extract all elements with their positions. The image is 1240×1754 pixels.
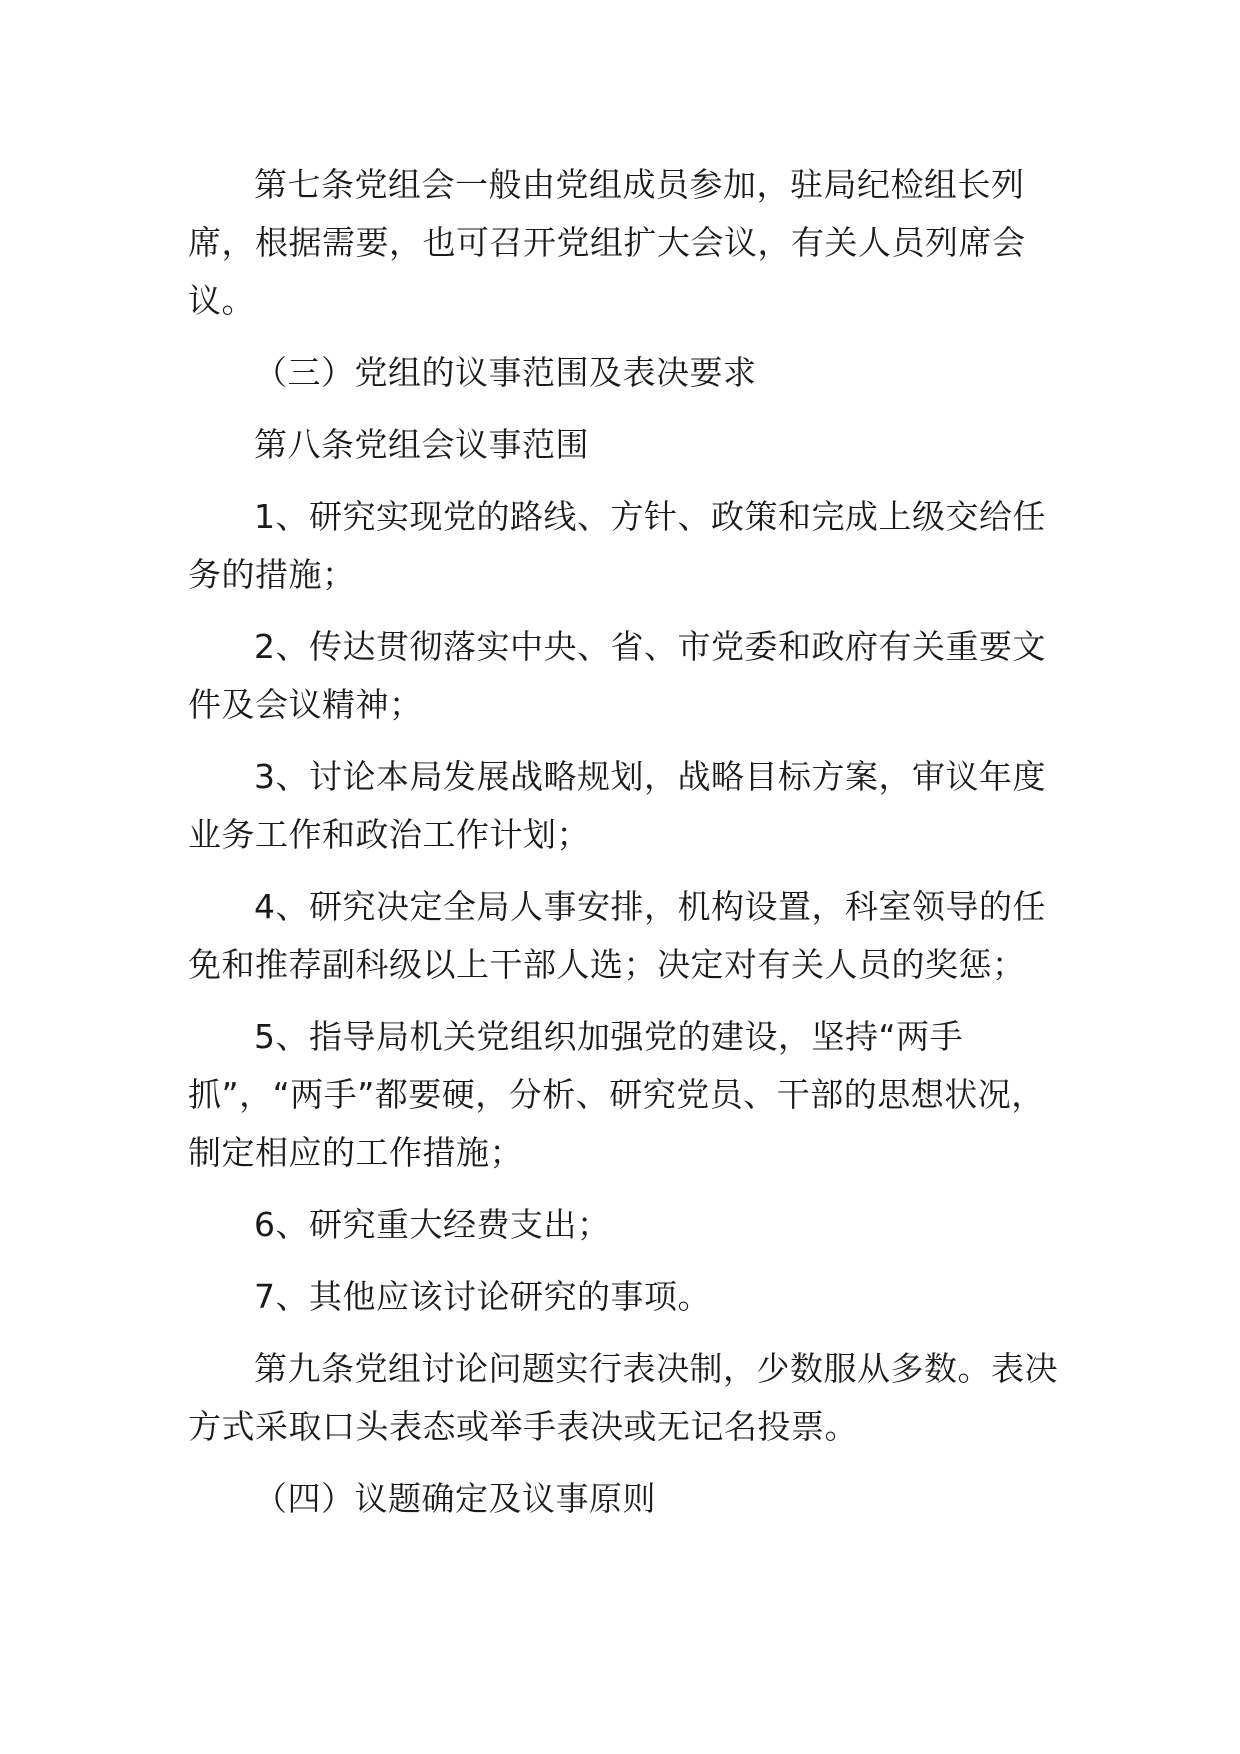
list-item-5: 5、指导局机关党组织加强党的建设，坚持“两手抓”，“两手”都要硬，分析、研究党员、干部的思想状况，制定相应的工作措施； [188, 1017, 1045, 1172]
list-item-7: 7、其他应该讨论研究的事项。 [254, 1277, 711, 1316]
paragraph-article-8: 第八条党组会议事范围 [254, 425, 589, 464]
list-item-2: 2、传达贯彻落实中央、省、市党委和政府有关重要文件及会议精神； [188, 627, 1046, 724]
paragraph-article-9: 第九条党组讨论问题实行表决制，少数服从多数。表决方式采取口头表态或举手表决或无记名投票。 [188, 1349, 1058, 1446]
section-heading-3: （三）党组的议事范围及表决要求 [254, 353, 757, 392]
document-body [188, 156, 1066, 1542]
list-item-3: 3、讨论本局发展战略规划，战略目标方案，审议年度业务工作和政治工作计划； [188, 757, 1046, 854]
list-item-1: 1、研究实现党的路线、方针、政策和完成上级交给任务的措施； [188, 497, 1046, 594]
section-heading-4: （四）议题确定及议事原则 [254, 1479, 656, 1518]
list-item-4: 4、研究决定全局人事安排，机构设置，科室领导的任免和推荐副科级以上干部人选；决定对有关人员的奖惩； [188, 887, 1046, 984]
list-item-6: 6、研究重大经费支出； [254, 1205, 611, 1244]
paragraph-article-7: 第七条党组会一般由党组成员参加，驻局纪检组长列席，根据需要，也可召开党组扩大会议，有关人员列席会议。 [188, 165, 1026, 320]
